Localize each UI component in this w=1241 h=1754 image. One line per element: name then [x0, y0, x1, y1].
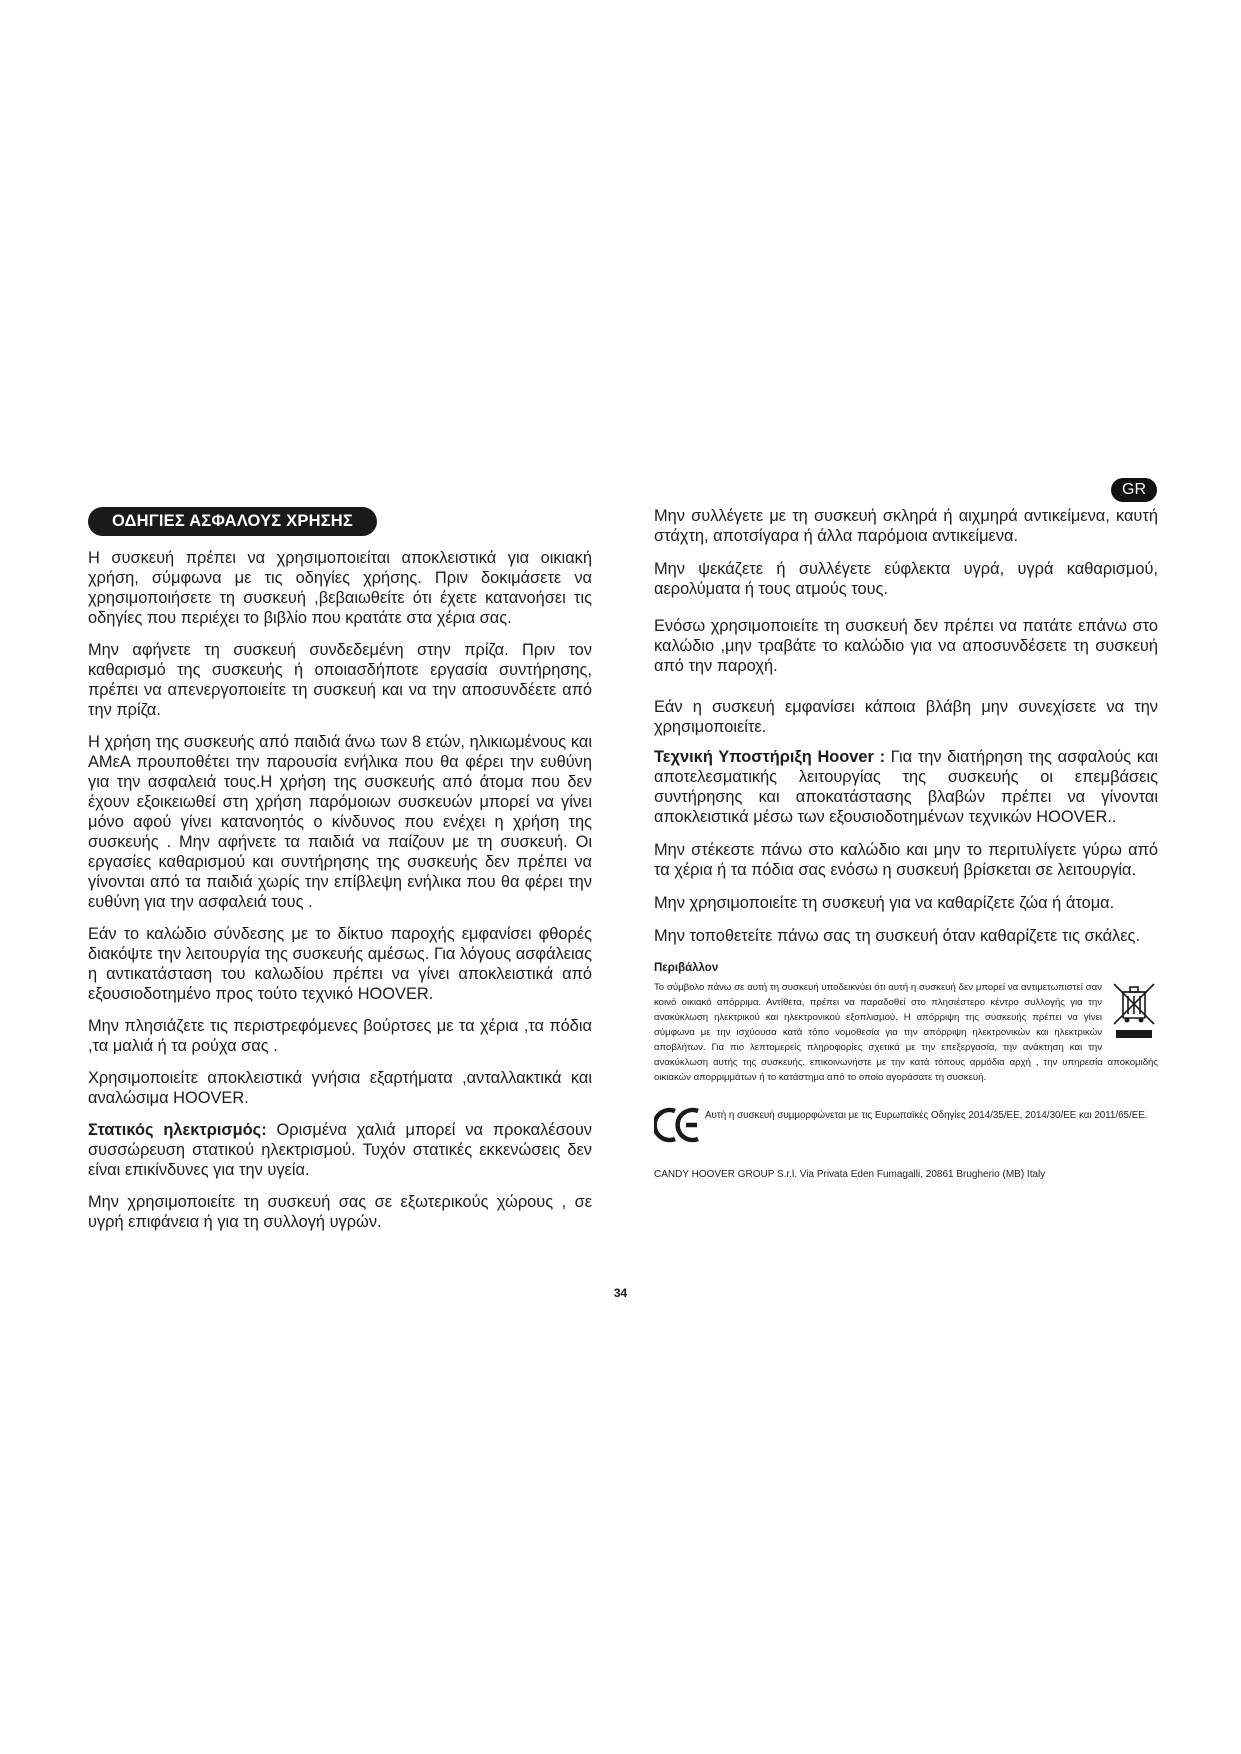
environment-text: Το σύμβολο πάνω σε αυτή τη συσκευή υποδεικνύει ότι αυτή η συσκευή δεν μπορεί να αντιμετωπιστεί σαν κοινό οικιακό απόρριμα. Αντίθετα, πρέπει να παραδοθεί στο πλησιέστερο κέντρο συλλογής για την ανακύκλωση ηλεκτρικού και ηλεκτρονικού εξοπλισμού. Η απόρριψη της συσκευής πρέπει να γίνει σύμφωνα με την ισχύουσα κατά τόπο νομοθεσία για την απόρριψη ηλεκτρονικών και ηλεκτρικών αποβλήτων. Για πιο λεπτομερείς πληροφορίες σχετικά με την επεξεργασία, την ανάκτηση και την ανακύκλωση αυτής της συσκευής, επικοινωνήστε με την κατά τόπους αρμόδια αρχή , την υπηρεσία αποκομιδής οικιακών απορριμμάτων ή το κατάστημα από το οποίο αγοράσατε τη συσκευή.	[654, 982, 1158, 1083]
ce-compliance-text: Αυτή η συσκευή συμμορφώνεται με τις Ευρωπαϊκές Οδηγίες 2014/35/ΕΕ, 2014/30/ΕΕ και 2011/65/ΕΕ.	[705, 1110, 1148, 1121]
paragraph-brushes: Μην πλησιάζετε τις περιστρεφόμενες βούρτσες με τα χέρια ,τα πόδια ,τα μαλιά ή τα ρούχα σας .	[88, 1017, 592, 1055]
ce-mark-icon	[654, 1105, 704, 1145]
tech-support-lead: Τεχνική Υποστήριξη Hoover :	[654, 748, 886, 766]
paragraph-animals: Μην χρησιμοποιείτε τη συσκευή για να καθαρίζετε ζώα ή άτομα.	[654, 894, 1115, 912]
static-text: Ορισμένα χαλιά μπορεί να προκαλέσουν συσσώρευση στατικού ηλεκτρισμού. Τυχόν στατικές εκκενώσεις δεν είναι επικίνδυνες για την υγεία.	[88, 1121, 592, 1179]
paragraph-cable-damage: Εάν το καλώδιο σύνδεσης με το δίκτυο παροχής εμφανίσει φθορές διακόψτε την λειτουργία της συσκευής αμέσως. Για λόγους ασφάλειας η αντικατάσταση του καλωδίου πρέπει να γίνει αποκλειστικά από εξουσιοδοτημένο προς τούτο τεχνικό HOOVER.	[88, 925, 592, 1003]
left-column	[88, 548, 592, 1244]
paragraph-unplug: Μην αφήνετε τη συσκευή συνδεδεμένη στην πρίζα. Πριν τον καθαρισμό της συσκευής ή οποιασδήποτε εργασία συντήρησης, πρέπει να απενεργοποιείτε τη συσκευή και να την αποσυνδέετε από την πρίζα.	[88, 641, 592, 719]
paragraph-household-use: Η συσκευή πρέπει να χρησιμοποιείται αποκλειστικά για οικιακή χρήση, σύμφωνα με τις οδηγίες χρήσης. Πριν δοκιμάσετε να χρησιμοποιήσετε τη συσκευή ,βεβαιωθείτε ότι έχετε κατανοήσει τις οδηγίες που περιέχει το βιβλίο που κρατάτε στα χέρια σας.	[88, 549, 592, 627]
paragraph-children: Η χρήση της συσκευής από παιδιά άνω των 8 ετών, ηλικιωμένους και ΑΜεΑ προυποθέτει την παρουσία ενήλικα που θα φέρει την ευθύνη για την ασφαλειά τους.Η χρήση της συσκευής από άτομα που δεν έχουν εξοικειωθεί στη χρήση παρόμοιων συσκευών μπορεί να γίνει μόνο αφού γίνει κατανοητός ο κίνδυνος που ενέχει η χρήση της συσκευής . Μην αφήνετε τα παιδιά να παίζουν με τη συσκευή. Οι εργασίες καθαρισμού και συντήρησης της συσκευής δεν πρέπει να γίνονται από τα παιδιά χωρίς την επίβλεψη ενήλικα που θα φέρει την ευθύνη για την ασφαλειά τους .	[88, 733, 592, 911]
environment-heading: Περιβάλλον	[654, 962, 719, 974]
paragraph-cable-step: Ενόσω χρησιμοποιείτε τη συσκευή δεν πρέπει να πατάτε επάνω στο καλώδιο ,μην τραβάτε το καλώδιο για να αποσυνδέσετε τη συσκευή από την παροχή.	[654, 617, 1158, 675]
static-lead: Στατικός ηλεκτρισμός:	[88, 1121, 267, 1139]
language-badge: GR	[1111, 478, 1157, 502]
paragraph-flammable: Μην ψεκάζετε ή συλλέγετε εύφλεκτα υγρά, υγρά καθαρισμού, αερολύματα ή τους ατμούς τους.	[654, 560, 1158, 598]
paragraph-hard-objects: Μην συλλέγετε με τη συσκευή σκληρά ή αιχμηρά αντικείμενα, καυτή στάχτη, αποτσίγαρα ή άλλα παρόμοια αντικείμενα.	[654, 507, 1158, 545]
company-address: CANDY HOOVER GROUP S.r.l. Via Privata Eden Fumagalli, 20861 Brugherio (MB) Italy	[654, 1169, 1046, 1180]
tech-support-text: Για την διατήρηση της ασφαλούς και αποτελεσματικής λειτουργίας της συσκευής οι επεμβάσεις συντήρησης και αποκατάστασης βλαβών πρέπει να γίνονται αποκλειστικά μέσω των εξουσιοδοτημένων τεχνικών HOOVER..	[654, 748, 1158, 826]
environment-section	[654, 980, 1158, 1085]
wee-bin-icon	[1110, 980, 1158, 1042]
right-column	[654, 506, 1158, 1180]
paragraph-genuine-parts: Χρησιμοποιείτε αποκλειστικά γνήσια εξαρτήματα ,ανταλλακτικά και αναλώσιμα HOOVER.	[88, 1069, 592, 1107]
paragraph-stairs: Μην τοποθετείτε πάνω σας τη συσκευή όταν καθαρίζετε τις σκάλες.	[654, 927, 1140, 945]
ce-section	[654, 1105, 1158, 1147]
paragraph-stand-cable: Μην στέκεστε πάνω στο καλώδιο και μην το περιτυλίγετε γύρω από τα χέρια ή τα πόδια σας ενόσω η συσκευή βρίσκεται σε λειτουργία.	[654, 841, 1158, 879]
paragraph-outdoor: Μην χρησιμοποιείτε τη συσκευή σας σε εξωτερικούς χώρους , σε υγρή επιφάνεια ή για τη συλλογή υγρών.	[88, 1193, 592, 1231]
safety-title: ΟΔΗΓΙΕΣ ΑΣΦΑΛΟΥΣ ΧΡΗΣΗΣ	[88, 507, 377, 536]
paragraph-tech-support	[654, 747, 1158, 827]
paragraph-static	[88, 1120, 592, 1180]
paragraph-fault: Εάν η συσκευή εμφανίσει κάποια βλάβη μην συνεχίσετε να την χρησιμοποιείτε.	[654, 698, 1158, 736]
page-number: 34	[613, 1286, 628, 1300]
